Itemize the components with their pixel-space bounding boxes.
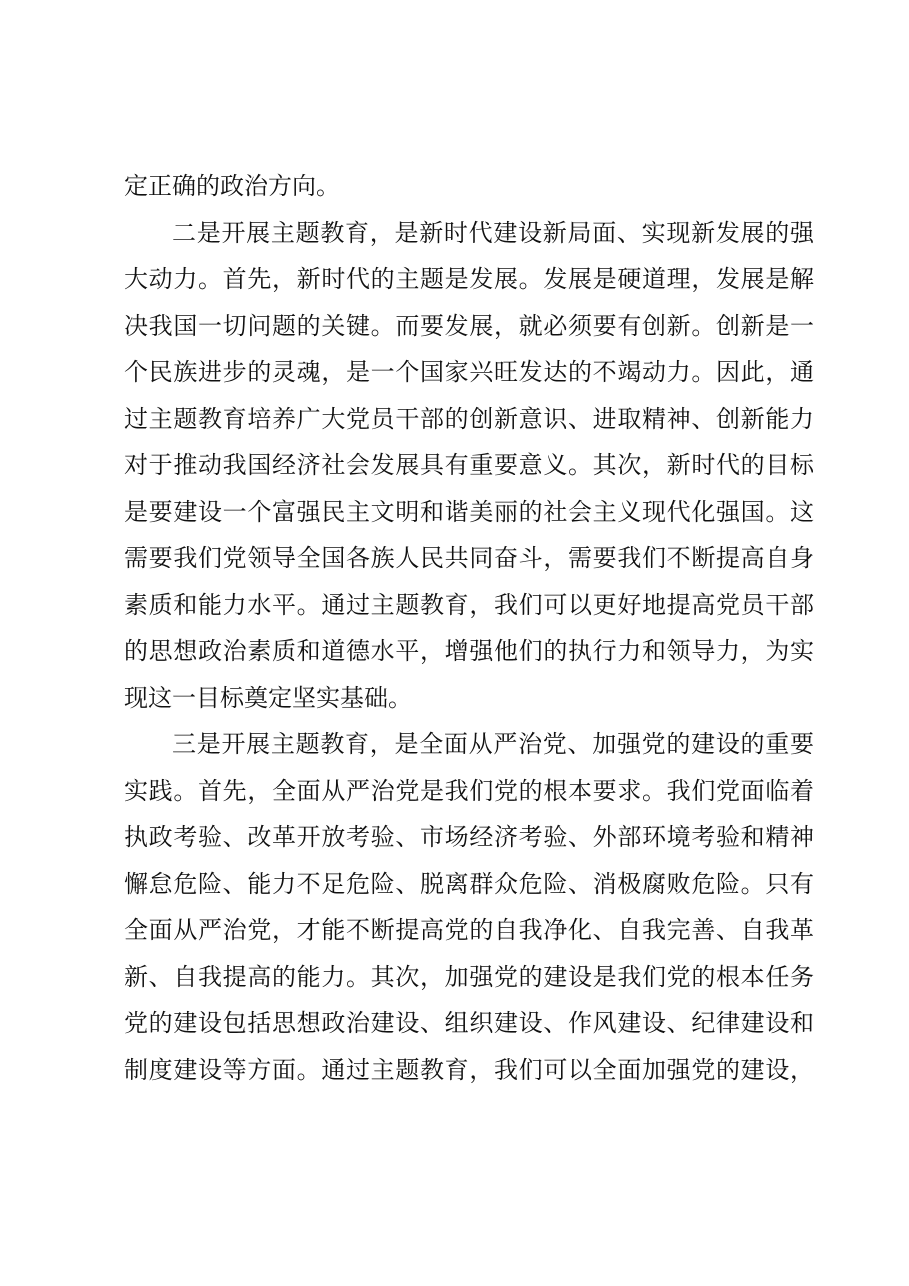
text-line: 现这一目标奠定坚实基础。 <box>124 683 412 712</box>
text-line: 执政考验、改革开放考验、市场经济考验、外部环境考验和精神 <box>124 823 814 851</box>
text-line: 懈怠危险、能力不足危险、脱离群众危险、消极腐败危险。只有 <box>124 869 814 898</box>
text-line: 需要我们党领导全国各族人民共同奋斗，需要我们不断提高自身 <box>124 544 814 572</box>
paragraph-start-line: 二是开展主题教育，是新时代建设新局面、实现新发展的强 <box>172 218 814 247</box>
text-line: 个民族进步的灵魂，是一个国家兴旺发达的不竭动力。因此，通 <box>124 358 814 386</box>
text-line: 定正确的政治方向。 <box>124 172 340 200</box>
text-line: 过主题教育培养广大党员干部的创新意识、进取精神、创新能力 <box>124 404 814 433</box>
paragraph-start-line: 三是开展主题教育，是全面从严治党、加强党的建设的重要 <box>172 730 814 758</box>
text-line: 素质和能力水平。通过主题教育，我们可以更好地提高党员干部 <box>124 590 814 619</box>
text-line: 对于推动我国经济社会发展具有重要意义。其次，新时代的目标 <box>124 451 814 479</box>
text-line: 是要建设一个富强民主文明和谐美丽的社会主义现代化强国。这 <box>124 497 814 526</box>
text-line: 制度建设等方面。通过主题教育，我们可以全面加强党的建设， <box>124 1055 814 1084</box>
text-line: 的思想政治素质和道德水平，增强他们的执行力和领导力，为实 <box>124 637 814 665</box>
text-line: 大动力。首先，新时代的主题是发展。发展是硬道理，发展是解 <box>124 265 814 293</box>
text-line: 实践。首先，全面从严治党是我们党的根本要求。我们党面临着 <box>124 776 814 805</box>
text-line: 新、自我提高的能力。其次，加强党的建设是我们党的根本任务 <box>124 962 814 991</box>
text-line: 党的建设包括思想政治建设、组织建设、作风建设、纪律建设和 <box>124 1009 814 1037</box>
text-line: 全面从严治党，才能不断提高党的自我净化、自我完善、自我革 <box>124 916 814 944</box>
document-body <box>124 163 814 1093</box>
text-line: 决我国一切问题的关键。而要发展，就必须要有创新。创新是一 <box>124 311 814 340</box>
